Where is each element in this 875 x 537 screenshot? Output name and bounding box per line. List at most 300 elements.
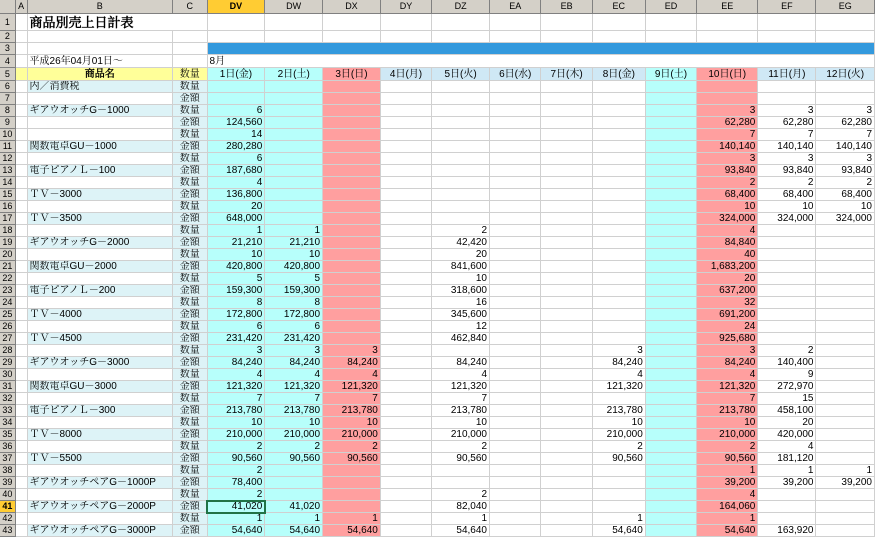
value-cell[interactable]: 21,210	[207, 237, 265, 249]
value-cell[interactable]: 1	[323, 513, 381, 525]
cell[interactable]	[645, 14, 696, 31]
value-cell[interactable]	[645, 345, 696, 357]
cell[interactable]	[27, 153, 172, 165]
cell[interactable]	[15, 489, 27, 501]
value-cell[interactable]	[645, 381, 696, 393]
value-cell[interactable]	[645, 297, 696, 309]
value-cell[interactable]: 93,840	[697, 165, 758, 177]
value-cell[interactable]: 90,560	[323, 453, 381, 465]
value-cell[interactable]: 84,240	[592, 357, 645, 369]
value-cell[interactable]	[541, 189, 592, 201]
row-header-14[interactable]: 14	[0, 177, 15, 189]
row-header-10[interactable]: 10	[0, 129, 15, 141]
day-header-7[interactable]: 7日(木)	[541, 68, 592, 81]
row-header-32[interactable]: 32	[0, 393, 15, 405]
cell[interactable]	[541, 31, 592, 43]
value-cell[interactable]	[592, 117, 645, 129]
value-cell[interactable]: 54,640	[697, 525, 758, 537]
value-cell[interactable]: 324,000	[816, 213, 875, 225]
value-cell[interactable]: 210,000	[207, 429, 265, 441]
value-cell[interactable]	[490, 321, 541, 333]
value-cell[interactable]: 213,780	[697, 405, 758, 417]
value-cell[interactable]	[380, 165, 431, 177]
table-row[interactable]	[0, 105, 875, 117]
day-header-4[interactable]: 4日(月)	[380, 68, 431, 81]
value-cell[interactable]	[541, 117, 592, 129]
value-cell[interactable]: 7	[758, 129, 816, 141]
value-cell[interactable]: 458,100	[758, 405, 816, 417]
value-cell[interactable]	[490, 297, 541, 309]
cell[interactable]	[27, 117, 172, 129]
column-header-ED[interactable]: ED	[645, 0, 696, 14]
cell[interactable]	[27, 441, 172, 453]
value-cell[interactable]	[490, 477, 541, 489]
value-cell[interactable]	[758, 237, 816, 249]
cell-A[interactable]	[15, 14, 27, 31]
value-cell[interactable]	[323, 285, 381, 297]
value-cell[interactable]: 4	[265, 369, 323, 381]
cell[interactable]	[15, 345, 27, 357]
table-row[interactable]	[0, 513, 875, 525]
value-cell[interactable]	[645, 441, 696, 453]
cell[interactable]	[15, 81, 27, 93]
row-header-6[interactable]: 6	[0, 81, 15, 93]
value-cell[interactable]	[490, 105, 541, 117]
row-header-28[interactable]: 28	[0, 345, 15, 357]
value-cell[interactable]	[323, 189, 381, 201]
cell[interactable]	[27, 225, 172, 237]
value-cell[interactable]	[323, 297, 381, 309]
value-cell[interactable]: 345,600	[432, 309, 490, 321]
value-cell[interactable]	[490, 357, 541, 369]
cell[interactable]	[645, 31, 696, 43]
value-cell[interactable]: 140,140	[697, 141, 758, 153]
table-row[interactable]	[0, 429, 875, 441]
value-cell[interactable]: 2	[697, 177, 758, 189]
value-cell[interactable]: 4	[758, 441, 816, 453]
table-row[interactable]	[0, 189, 875, 201]
row-header-41[interactable]: 41	[0, 501, 15, 513]
product-name[interactable]: 内／消費税	[27, 81, 172, 93]
value-cell[interactable]: 462,840	[432, 333, 490, 345]
value-cell[interactable]	[592, 321, 645, 333]
table-row[interactable]	[0, 225, 875, 237]
value-cell[interactable]	[490, 525, 541, 537]
value-cell[interactable]	[758, 513, 816, 525]
column-header-EC[interactable]: EC	[592, 0, 645, 14]
column-header-DZ[interactable]: DZ	[432, 0, 490, 14]
value-cell[interactable]	[592, 477, 645, 489]
value-cell[interactable]	[380, 189, 431, 201]
value-cell[interactable]	[758, 333, 816, 345]
cell[interactable]	[323, 14, 381, 31]
value-cell[interactable]	[645, 333, 696, 345]
value-cell[interactable]	[541, 381, 592, 393]
value-cell[interactable]	[816, 441, 875, 453]
value-cell[interactable]: 231,420	[207, 333, 265, 345]
value-cell[interactable]	[380, 525, 431, 537]
day-header-2[interactable]: 2日(土)	[265, 68, 323, 81]
value-cell[interactable]	[645, 189, 696, 201]
row-header-29[interactable]: 29	[0, 357, 15, 369]
row-header-12[interactable]: 12	[0, 153, 15, 165]
cell[interactable]	[15, 105, 27, 117]
value-cell[interactable]	[816, 453, 875, 465]
day-header-6[interactable]: 6日(水)	[490, 68, 541, 81]
value-cell[interactable]	[380, 249, 431, 261]
value-cell[interactable]: 78,400	[207, 477, 265, 489]
product-name[interactable]: ギアウオッチペアG－3000P	[27, 525, 172, 537]
value-cell[interactable]: 140,140	[816, 141, 875, 153]
value-cell[interactable]	[816, 333, 875, 345]
value-cell[interactable]: 121,320	[265, 381, 323, 393]
value-cell[interactable]: 7	[323, 393, 381, 405]
value-cell[interactable]	[541, 429, 592, 441]
row-header-9[interactable]: 9	[0, 117, 15, 129]
value-cell[interactable]: 318,600	[432, 285, 490, 297]
day-header-3[interactable]: 3日(日)	[323, 68, 381, 81]
value-cell[interactable]	[592, 465, 645, 477]
value-cell[interactable]	[265, 201, 323, 213]
product-name[interactable]: ＴＶ－3000	[27, 189, 172, 201]
value-cell[interactable]	[541, 105, 592, 117]
value-cell[interactable]	[816, 321, 875, 333]
value-cell[interactable]	[645, 321, 696, 333]
column-header-DY[interactable]: DY	[380, 0, 431, 14]
value-cell[interactable]	[816, 93, 875, 105]
value-cell[interactable]	[541, 129, 592, 141]
value-cell[interactable]	[490, 393, 541, 405]
value-cell[interactable]: 3	[697, 153, 758, 165]
value-cell[interactable]: 4	[697, 489, 758, 501]
value-cell[interactable]: 140,400	[758, 357, 816, 369]
value-cell[interactable]	[758, 297, 816, 309]
value-cell[interactable]	[592, 237, 645, 249]
cell[interactable]	[15, 43, 27, 55]
value-cell[interactable]	[323, 141, 381, 153]
value-cell[interactable]: 2	[592, 441, 645, 453]
value-cell[interactable]: 20	[697, 273, 758, 285]
cell[interactable]	[15, 177, 27, 189]
product-name[interactable]: ＴＶ－5500	[27, 453, 172, 465]
value-cell[interactable]	[816, 381, 875, 393]
value-cell[interactable]	[592, 201, 645, 213]
cell[interactable]	[173, 43, 208, 55]
value-cell[interactable]: 324,000	[758, 213, 816, 225]
value-cell[interactable]: 648,000	[207, 213, 265, 225]
value-cell[interactable]	[380, 237, 431, 249]
cell[interactable]	[207, 14, 265, 31]
value-cell[interactable]	[541, 237, 592, 249]
value-cell[interactable]: 7	[207, 393, 265, 405]
value-cell[interactable]: 841,600	[432, 261, 490, 273]
value-cell[interactable]	[380, 261, 431, 273]
cell[interactable]	[323, 31, 381, 43]
value-cell[interactable]: 10	[207, 417, 265, 429]
value-cell[interactable]: 10	[207, 249, 265, 261]
value-cell[interactable]: 68,400	[816, 189, 875, 201]
value-cell[interactable]	[432, 177, 490, 189]
value-cell[interactable]	[380, 177, 431, 189]
value-cell[interactable]	[380, 129, 431, 141]
cell[interactable]	[27, 93, 172, 105]
value-cell[interactable]	[380, 297, 431, 309]
day-header-8[interactable]: 8日(金)	[592, 68, 645, 81]
cell[interactable]	[697, 14, 758, 31]
value-cell[interactable]	[645, 81, 696, 93]
value-cell[interactable]: 10	[816, 201, 875, 213]
value-cell[interactable]: 8	[207, 297, 265, 309]
value-cell[interactable]	[490, 381, 541, 393]
cell[interactable]	[27, 177, 172, 189]
value-cell[interactable]: 10	[432, 273, 490, 285]
value-cell[interactable]	[816, 405, 875, 417]
row-header-36[interactable]: 36	[0, 441, 15, 453]
value-cell[interactable]	[758, 225, 816, 237]
table-row[interactable]	[0, 393, 875, 405]
table-row[interactable]	[0, 129, 875, 141]
value-cell[interactable]: 39,200	[816, 477, 875, 489]
value-cell[interactable]: 1	[816, 465, 875, 477]
cell[interactable]	[27, 297, 172, 309]
value-cell[interactable]	[541, 501, 592, 513]
table-row[interactable]	[0, 525, 875, 537]
value-cell[interactable]: 1	[697, 465, 758, 477]
table-row[interactable]	[0, 43, 875, 55]
table-row[interactable]	[0, 345, 875, 357]
table-row[interactable]	[0, 369, 875, 381]
value-cell[interactable]	[207, 93, 265, 105]
value-cell[interactable]: 3	[816, 153, 875, 165]
value-cell[interactable]	[541, 489, 592, 501]
value-cell[interactable]	[645, 501, 696, 513]
table-row[interactable]	[0, 201, 875, 213]
value-cell[interactable]	[592, 297, 645, 309]
value-cell[interactable]: 925,680	[697, 333, 758, 345]
value-cell[interactable]	[265, 213, 323, 225]
cell[interactable]	[27, 369, 172, 381]
value-cell[interactable]	[645, 489, 696, 501]
value-cell[interactable]: 54,640	[432, 525, 490, 537]
product-name[interactable]: 電子ピアノＬ－300	[27, 405, 172, 417]
value-cell[interactable]	[592, 393, 645, 405]
value-cell[interactable]	[816, 297, 875, 309]
value-cell[interactable]	[265, 489, 323, 501]
value-cell[interactable]	[541, 513, 592, 525]
value-cell[interactable]	[816, 285, 875, 297]
value-cell[interactable]	[380, 441, 431, 453]
row-header-22[interactable]: 22	[0, 273, 15, 285]
value-cell[interactable]: 40	[697, 249, 758, 261]
column-header-EG[interactable]: EG	[816, 0, 875, 14]
value-cell[interactable]	[592, 213, 645, 225]
value-cell[interactable]: 172,800	[207, 309, 265, 321]
value-cell[interactable]: 3	[323, 345, 381, 357]
value-cell[interactable]	[432, 201, 490, 213]
value-cell[interactable]: 210,000	[697, 429, 758, 441]
value-cell[interactable]	[323, 129, 381, 141]
value-cell[interactable]	[380, 333, 431, 345]
value-cell[interactable]	[697, 81, 758, 93]
cell[interactable]	[490, 14, 541, 31]
value-cell[interactable]	[323, 333, 381, 345]
table-row[interactable]	[0, 261, 875, 273]
day-header-10[interactable]: 10日(日)	[697, 68, 758, 81]
value-cell[interactable]	[592, 309, 645, 321]
value-cell[interactable]	[816, 309, 875, 321]
value-cell[interactable]: 7	[816, 129, 875, 141]
value-cell[interactable]: 121,320	[697, 381, 758, 393]
table-row[interactable]	[0, 55, 875, 68]
value-cell[interactable]	[323, 225, 381, 237]
value-cell[interactable]	[758, 285, 816, 297]
product-name[interactable]: 電子ピアノＬ－100	[27, 165, 172, 177]
cell[interactable]	[15, 249, 27, 261]
value-cell[interactable]: 121,320	[592, 381, 645, 393]
value-cell[interactable]: 2	[697, 441, 758, 453]
value-cell[interactable]	[490, 429, 541, 441]
cell[interactable]	[27, 31, 172, 43]
value-cell[interactable]: 1	[265, 225, 323, 237]
row-header-20[interactable]: 20	[0, 249, 15, 261]
table-row[interactable]	[0, 501, 875, 513]
value-cell[interactable]	[432, 213, 490, 225]
value-cell[interactable]	[758, 249, 816, 261]
value-cell[interactable]	[380, 141, 431, 153]
row-header-18[interactable]: 18	[0, 225, 15, 237]
value-cell[interactable]	[645, 153, 696, 165]
cell[interactable]	[27, 273, 172, 285]
cell[interactable]	[15, 333, 27, 345]
value-cell[interactable]	[541, 441, 592, 453]
value-cell[interactable]: 84,240	[697, 357, 758, 369]
value-cell[interactable]: 1	[265, 513, 323, 525]
product-name[interactable]: ＴＶ－8000	[27, 429, 172, 441]
product-name[interactable]: ギアウオッチペアG－2000P	[27, 501, 172, 513]
value-cell[interactable]	[380, 213, 431, 225]
value-cell[interactable]: 90,560	[592, 453, 645, 465]
value-cell[interactable]	[323, 165, 381, 177]
value-cell[interactable]	[592, 153, 645, 165]
value-cell[interactable]: 21,210	[265, 237, 323, 249]
cell[interactable]	[541, 14, 592, 31]
value-cell[interactable]: 4	[432, 369, 490, 381]
value-cell[interactable]	[323, 93, 381, 105]
value-cell[interactable]	[323, 489, 381, 501]
product-name[interactable]: ギアウオッチペアG－1000P	[27, 477, 172, 489]
value-cell[interactable]	[541, 225, 592, 237]
cell[interactable]	[15, 525, 27, 537]
value-cell[interactable]: 68,400	[758, 189, 816, 201]
value-cell[interactable]: 213,780	[207, 405, 265, 417]
value-cell[interactable]	[592, 501, 645, 513]
value-cell[interactable]: 54,640	[323, 525, 381, 537]
cell[interactable]	[15, 321, 27, 333]
row-header-13[interactable]: 13	[0, 165, 15, 177]
value-cell[interactable]	[541, 465, 592, 477]
value-cell[interactable]: 10	[265, 249, 323, 261]
value-cell[interactable]	[490, 213, 541, 225]
cell[interactable]	[15, 453, 27, 465]
value-cell[interactable]	[380, 369, 431, 381]
value-cell[interactable]: 210,000	[432, 429, 490, 441]
value-cell[interactable]	[380, 117, 431, 129]
value-cell[interactable]	[490, 117, 541, 129]
value-cell[interactable]	[490, 81, 541, 93]
value-cell[interactable]	[592, 489, 645, 501]
value-cell[interactable]	[541, 297, 592, 309]
value-cell[interactable]: 82,040	[432, 501, 490, 513]
day-header-12[interactable]: 12日(火)	[816, 68, 875, 81]
value-cell[interactable]	[432, 117, 490, 129]
value-cell[interactable]	[432, 141, 490, 153]
value-cell[interactable]: 4	[697, 369, 758, 381]
row-header-25[interactable]: 25	[0, 309, 15, 321]
value-cell[interactable]: 3	[697, 345, 758, 357]
value-cell[interactable]: 84,840	[697, 237, 758, 249]
cell[interactable]	[380, 14, 431, 31]
column-header-EF[interactable]: EF	[758, 0, 816, 14]
value-cell[interactable]: 4	[207, 177, 265, 189]
value-cell[interactable]	[592, 165, 645, 177]
value-cell[interactable]: 6	[207, 321, 265, 333]
table-row[interactable]	[0, 14, 875, 31]
value-cell[interactable]	[432, 477, 490, 489]
value-cell[interactable]: 4	[697, 225, 758, 237]
value-cell[interactable]	[816, 501, 875, 513]
value-cell[interactable]	[490, 453, 541, 465]
value-cell[interactable]	[265, 189, 323, 201]
value-cell[interactable]	[816, 429, 875, 441]
cell[interactable]	[265, 14, 323, 31]
value-cell[interactable]	[541, 153, 592, 165]
value-cell[interactable]	[380, 465, 431, 477]
value-cell[interactable]	[758, 309, 816, 321]
value-cell[interactable]	[645, 237, 696, 249]
cell[interactable]	[15, 381, 27, 393]
value-cell[interactable]	[645, 105, 696, 117]
value-cell[interactable]	[490, 165, 541, 177]
value-cell[interactable]	[541, 321, 592, 333]
value-cell[interactable]	[645, 417, 696, 429]
table-row[interactable]	[0, 93, 875, 105]
value-cell[interactable]	[645, 465, 696, 477]
value-cell[interactable]	[490, 153, 541, 165]
table-row[interactable]	[0, 297, 875, 309]
value-cell[interactable]	[645, 177, 696, 189]
value-cell[interactable]: 3	[816, 105, 875, 117]
cell[interactable]	[15, 117, 27, 129]
value-cell[interactable]: 691,200	[697, 309, 758, 321]
value-cell[interactable]	[490, 249, 541, 261]
value-cell[interactable]: 2	[207, 441, 265, 453]
value-cell[interactable]	[265, 165, 323, 177]
value-cell[interactable]	[490, 345, 541, 357]
product-name[interactable]: ギアウオッチG－1000	[27, 105, 172, 117]
value-cell[interactable]: 93,840	[758, 165, 816, 177]
value-cell[interactable]	[541, 525, 592, 537]
table-row[interactable]	[0, 321, 875, 333]
value-cell[interactable]: 24	[697, 321, 758, 333]
value-cell[interactable]: 10	[265, 417, 323, 429]
value-cell[interactable]: 10	[592, 417, 645, 429]
value-cell[interactable]	[816, 273, 875, 285]
value-cell[interactable]: 2	[207, 465, 265, 477]
table-row[interactable]	[0, 417, 875, 429]
cell[interactable]	[15, 213, 27, 225]
value-cell[interactable]: 2	[432, 441, 490, 453]
table-row[interactable]	[0, 141, 875, 153]
